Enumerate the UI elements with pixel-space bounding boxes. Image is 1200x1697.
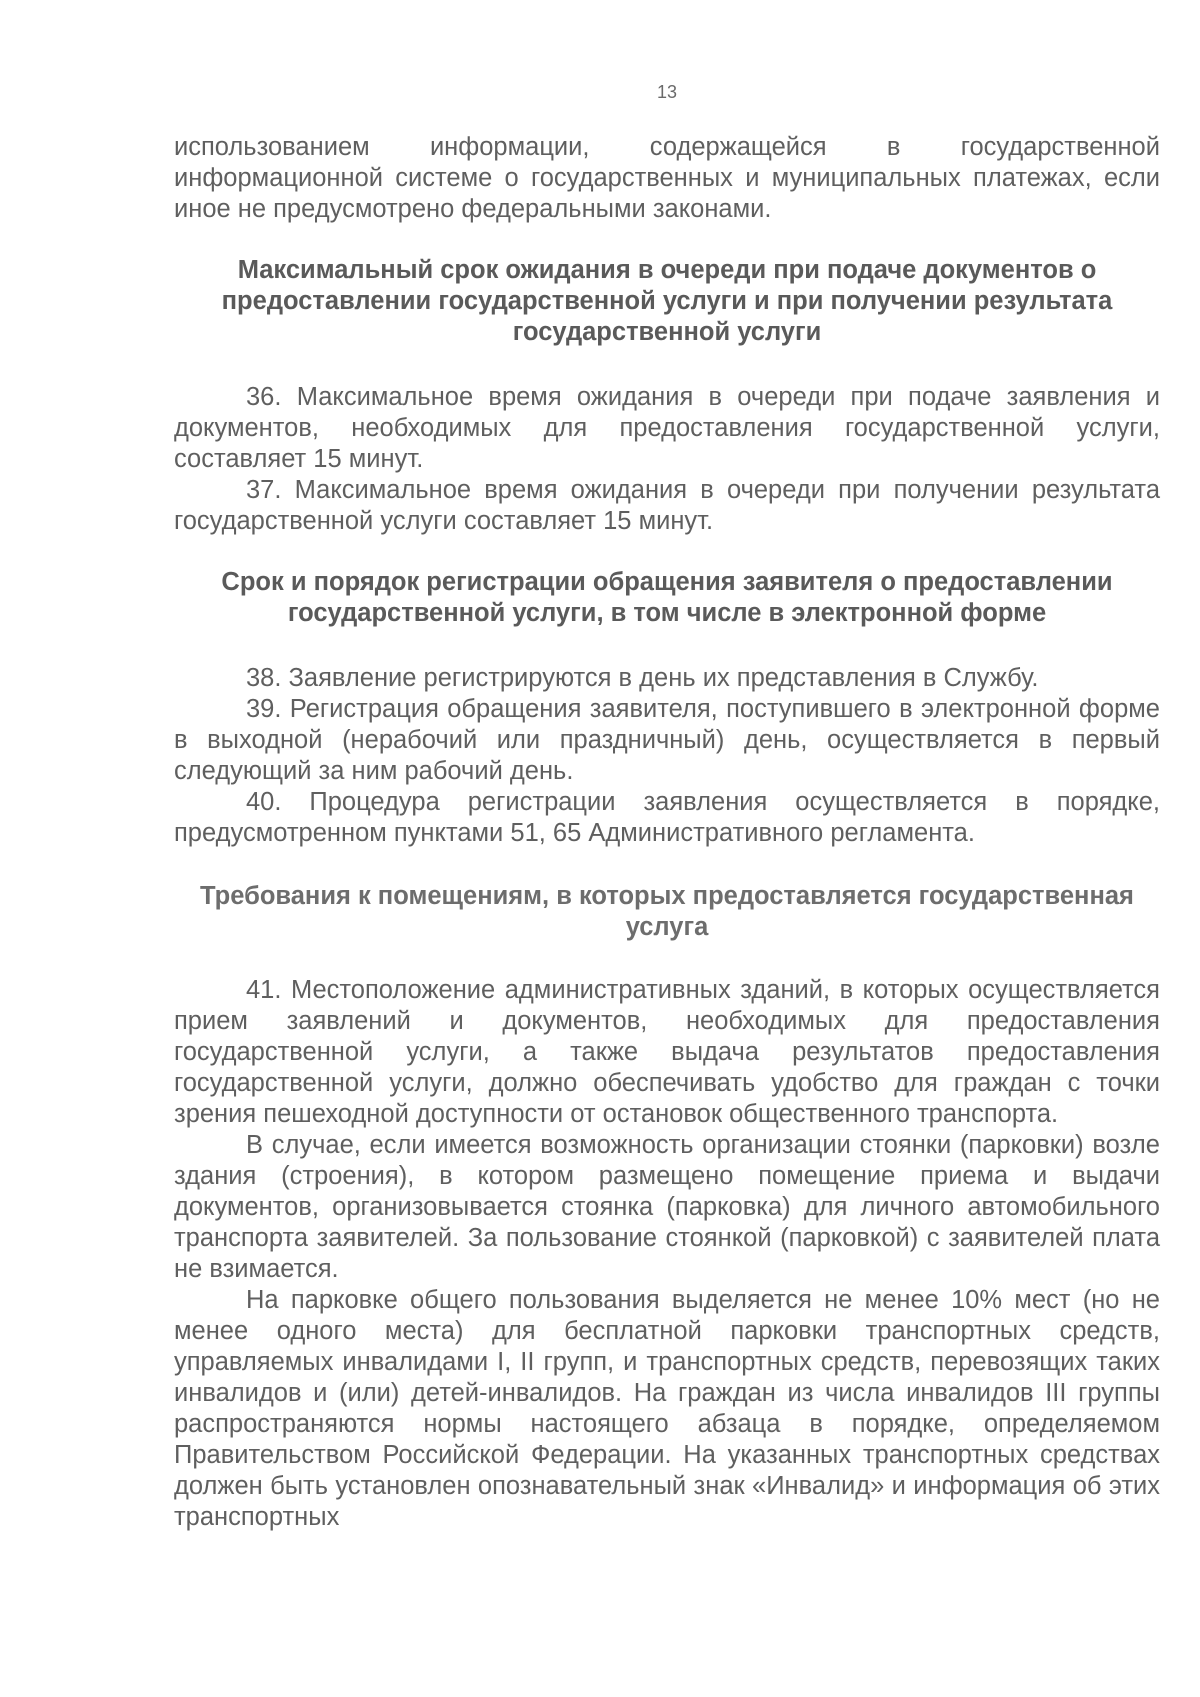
- paragraph-item-40: 40. Процедура регистрации заявления осуществляется в порядке, предусмотренном пунктами 51, 65 Административного регламента.: [174, 788, 1160, 847]
- paragraph-parking: В случае, если имеется возможность организации стоянки (парковки) возле здания (строения), в котором размещено помещение приема и выдачи документов, организовывается стоянка (парковка) для личного автомобильного транспорта заявителей. За пользование стоянкой (парковкой) с заявителей плата не взимается.: [174, 1131, 1160, 1283]
- paragraph-item-38: 38. Заявление регистрируются в день их представления в Службу.: [246, 664, 1039, 692]
- paragraph-item-37: 37. Максимальное время ожидания в очереди при получении результата государственной услуги составляет 15 минут.: [174, 476, 1160, 535]
- section-heading-premises: Требования к помещениям, в которых предоставляется государственная услуга: [200, 882, 1134, 941]
- section-heading-registration: Срок и порядок регистрации обращения заявителя о предоставлении государственной услуги, в том числе в электронной форме: [221, 568, 1113, 627]
- paragraph-disabled-parking: На парковке общего пользования выделяется не менее 10% мест (но не менее одного места) для бесплатной парковки транспортных средств, управляемых инвалидами I, II групп, и транспортных средств, перевозящих таких инвалидов и (или) детей-инвалидов. На граждан из числа инвалидов III группы распространяются нормы настоящего абзаца в порядке, определяемом Правительством Российской Федерации. На указанных транспортных средствах должен быть установлен опознавательный знак «Инвалид» и информация об этих транспортных: [174, 1286, 1160, 1531]
- page-number: 13: [656, 82, 678, 102]
- paragraph-item-41: 41. Местоположение административных зданий, в которых осуществляется прием заявлений и документов, необходимых для предоставления государственной услуги, а также выдача результатов предоставления государственной услуги, должно обеспечивать удобство для граждан с точки зрения пешеходной доступности от остановок общественного транспорта.: [174, 976, 1160, 1128]
- paragraph-item-36: 36. Максимальное время ожидания в очереди при подаче заявления и документов, необходимых для предоставления государственной услуги, составляет 15 минут.: [174, 383, 1160, 473]
- intro-paragraph: использованием информации, содержащейся в государственной информационной системе о государственных и муниципальных платежах, если иное не предусмотрено федеральными законами.: [174, 133, 1160, 223]
- paragraph-item-39: 39. Регистрация обращения заявителя, поступившего в электронной форме в выходной (нерабочий или праздничный) день, осуществляется в первый следующий за ним рабочий день.: [174, 695, 1160, 785]
- section-heading-waiting-time: Максимальный срок ожидания в очереди при подаче документов о предоставлении государственной услуги и при получении результата государственной услуги: [221, 256, 1113, 346]
- document-body: [174, 132, 1160, 1533]
